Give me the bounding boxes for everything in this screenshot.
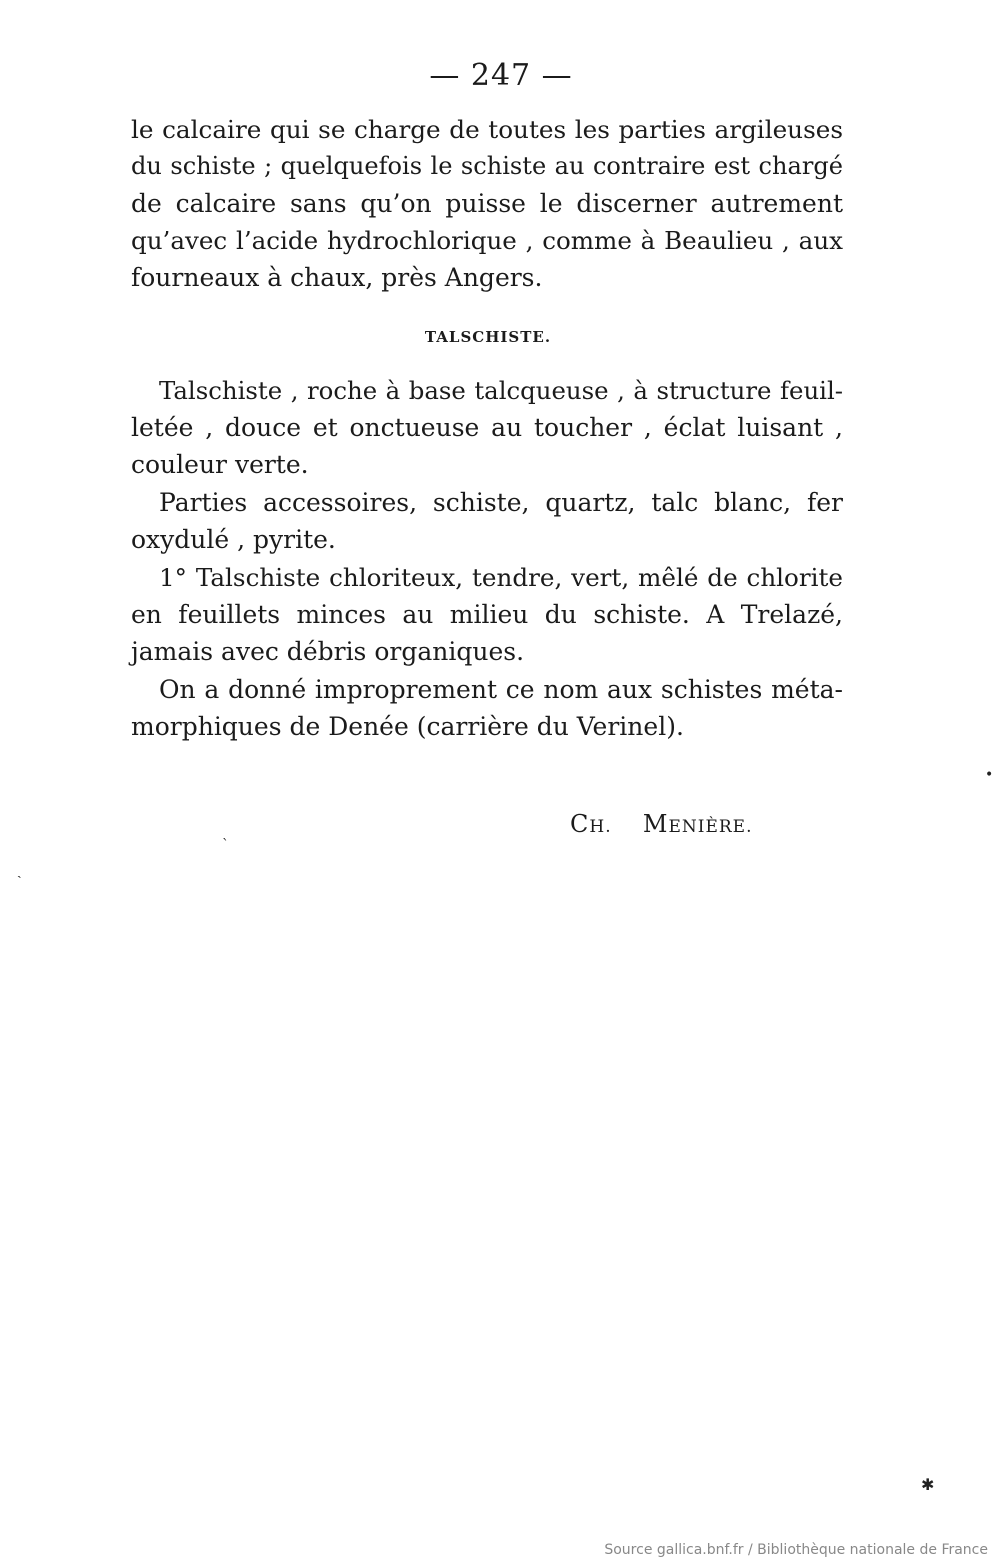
text-line: jamais avec débris organiques. bbox=[131, 637, 525, 666]
paragraph-parties-accessoires bbox=[131, 484, 843, 558]
text-line: qu’avec l’acide hydrochlorique , comme à Beaulieu , aux bbox=[131, 226, 843, 255]
text-line: Talschiste , roche à base talcqueuse , à structure feuil- bbox=[159, 376, 843, 405]
scan-speck: ˏ bbox=[17, 863, 22, 879]
author-signature bbox=[570, 810, 753, 838]
text-line: morphiques de Denée (carrière du Verinel). bbox=[131, 712, 684, 741]
signature-initial-rest: H. bbox=[589, 817, 612, 837]
scan-speck: ✱ bbox=[921, 1475, 935, 1494]
page-number: — 247 — bbox=[429, 58, 573, 93]
text-line: oxydulé , pyrite. bbox=[131, 525, 336, 554]
scan-speck: • bbox=[985, 767, 994, 783]
text-line: le calcaire qui se charge de toutes les parties argileuses bbox=[131, 115, 843, 144]
text-line: de calcaire sans qu’on puisse le discerner autrement bbox=[131, 189, 843, 218]
text-line: couleur verte. bbox=[131, 450, 309, 479]
text-line: 1° Talschiste chloriteux, tendre, vert, mêlé de chlorite bbox=[159, 563, 843, 592]
text-line: fourneaux à chaux, près Angers. bbox=[131, 263, 543, 292]
source-footer: Source gallica.bnf.fr / Bibliothèque nationale de France bbox=[604, 1542, 988, 1558]
text-line: en feuillets minces au milieu du schiste. A Trelazé, bbox=[131, 600, 843, 629]
scan-speck: ˋ bbox=[222, 837, 229, 853]
signature-surname-rest: ENIÈRE. bbox=[668, 817, 753, 837]
text-line: letée , douce et onctueuse au toucher , éclat luisant , bbox=[131, 413, 843, 442]
text-line: du schiste ; quelquefois le schiste au contraire est chargé bbox=[131, 152, 843, 180]
signature-surname-first: M bbox=[642, 810, 669, 838]
signature-initial-first: C bbox=[570, 810, 590, 838]
section-heading: TALSCHISTE. bbox=[424, 328, 552, 346]
paragraph-talschiste-chloriteux bbox=[131, 559, 843, 670]
text-line: On a donné improprement ce nom aux schistes méta- bbox=[159, 675, 843, 704]
paragraph-calcaire bbox=[131, 111, 843, 296]
paragraph-denee bbox=[131, 671, 843, 745]
text-line: Parties accessoires, schiste, quartz, talc blanc, fer bbox=[159, 488, 843, 517]
paragraph-talschiste-definition bbox=[131, 372, 843, 483]
